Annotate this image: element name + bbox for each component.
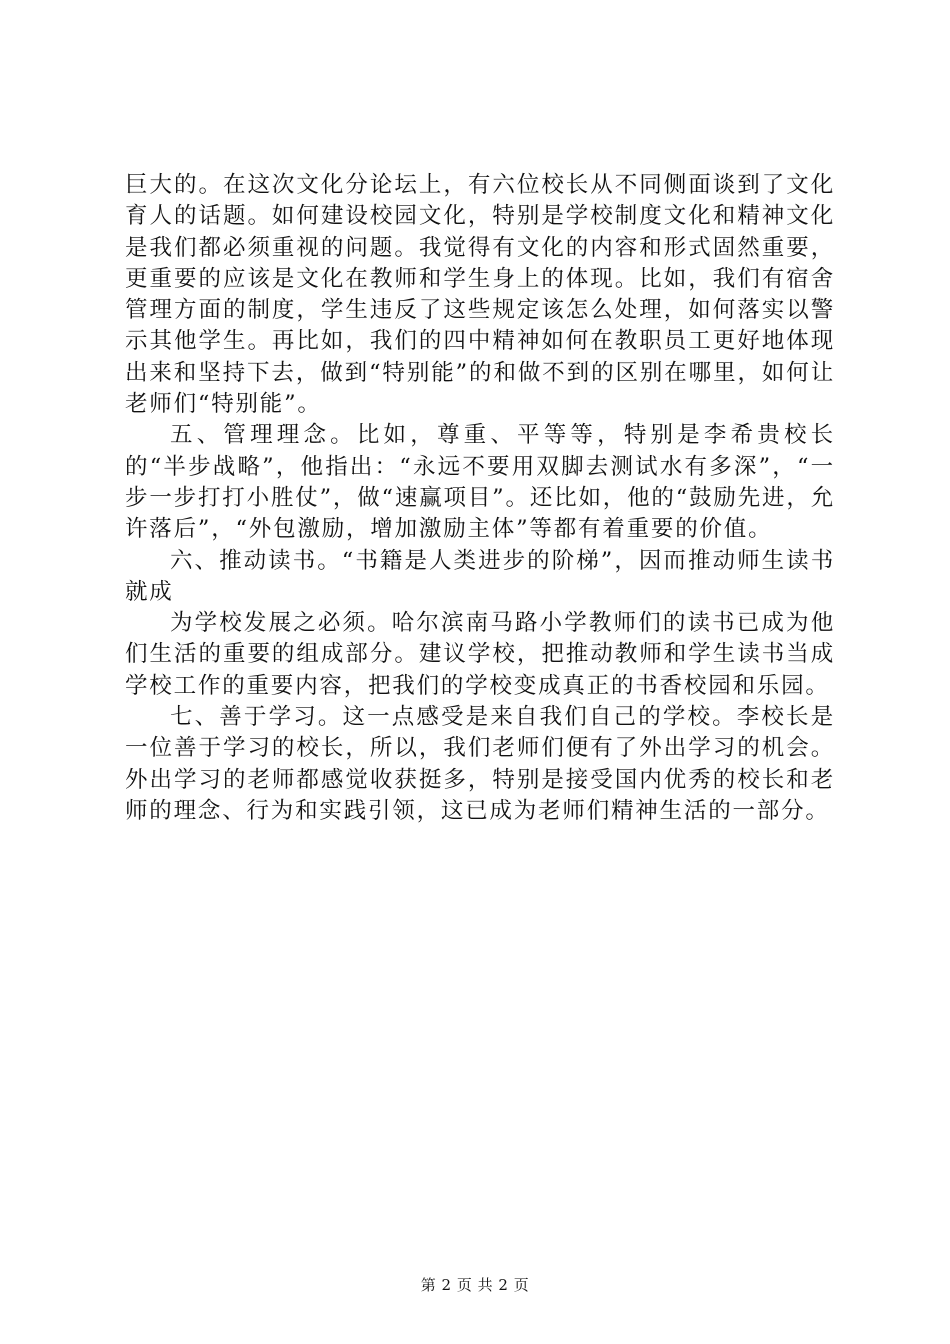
paragraph-school-development: 为学校发展之必须。哈尔滨南马路小学教师们的读书已成为他们生活的重要的组成部分。建议学校，把推动教师和学生读书当成学校工作的重要内容，把我们的学校变成真正的书香校园和乐园。 xyxy=(125,610,835,699)
paragraph-promote-reading: 六、推动读书。“书籍是人类进步的阶梯”，因而推动师生读书就成 xyxy=(125,547,835,605)
paragraph-good-at-learning: 七、善于学习。这一点感受是来自我们自己的学校。李校长是一位善于学习的校长，所以，我们老师们便有了外出学习的机会。外出学习的老师都感觉收获挺多，特别是接受国内优秀的校长和老师的理念、行为和实践引领，这已成为老师们精神生活的一部分。 xyxy=(125,704,835,824)
page-number-footer: 第 2 页 共 2 页 xyxy=(420,1276,530,1294)
document-body xyxy=(125,170,835,827)
paragraph-management-concept: 五、管理理念。比如，尊重、平等等，特别是李希贵校长的“半步战略”，他指出：“永远不要用双脚去测试水有多深”，“一步一步打打小胜仗”，做“速赢项目”。还比如，他的“鼓励先进，允许落后”，“外包激励，增加激励主体”等都有着重要的价值。 xyxy=(125,422,835,543)
paragraph-continuation: 巨大的。在这次文化分论坛上，有六位校长从不同侧面谈到了文化育人的话题。如何建设校园文化，特别是学校制度文化和精神文化是我们都必须重视的问题。我觉得有文化的内容和形式固然重要，更重要的应该是文化在教师和学生身上的体现。比如，我们有宿舍管理方面的制度，学生违反了这些规定该怎么处理，如何落实以警示其他学生。再比如，我们的四中精神如何在教职员工更好地体现出来和坚持下去，做到“特别能”的和做不到的区别在哪里，如何让老师们“特别能”。 xyxy=(125,172,835,418)
